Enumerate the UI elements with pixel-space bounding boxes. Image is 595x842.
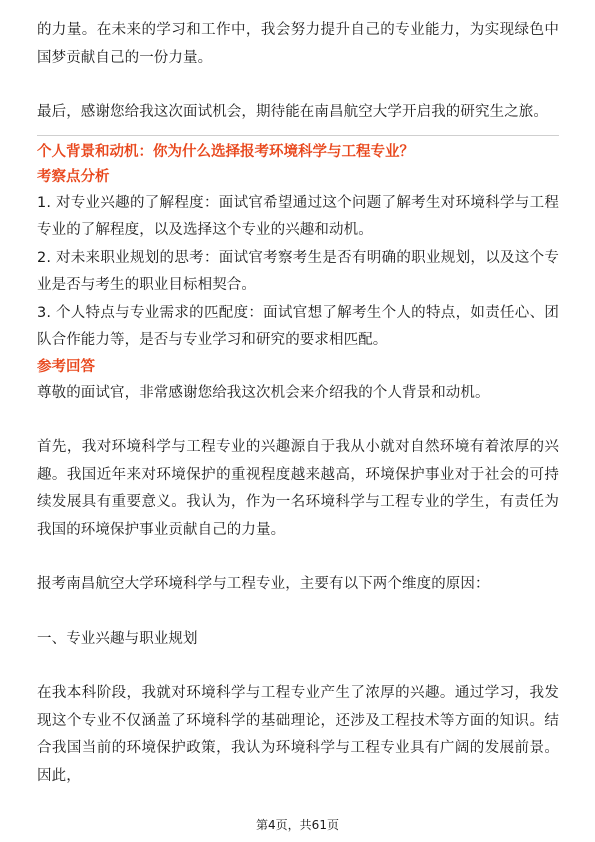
- analysis-heading: 考察点分析: [37, 168, 110, 185]
- paragraph-gap: [37, 544, 559, 571]
- paragraph-gap: [37, 653, 559, 680]
- analysis-item: 2. 对未来职业规划的思考：面试官考察考生是否有明确的职业规划，以及这个专业是否与考生的职业目标相契合。: [37, 249, 559, 293]
- answer-heading: 参考回答: [37, 358, 95, 375]
- page-content: [37, 17, 559, 790]
- subsection-title: 一、专业兴趣与职业规划: [37, 630, 198, 647]
- paragraph-gap: [37, 407, 559, 434]
- answer-paragraph: 在我本科阶段，我就对环境科学与工程专业产生了浓厚的兴趣。通过学习，我发现这个专业不仅涵盖了环境科学的基础理论，还涉及工程技术等方面的知识。结合我国当前的环境保护政策，我认为环境科学与工程专业具有广阔的发展前景。因此，: [37, 685, 559, 784]
- body-paragraph: 最后，感谢您给我这次面试机会，期待能在南昌航空大学开启我的研究生之旅。: [37, 104, 548, 120]
- paragraph-gap: [37, 599, 559, 626]
- paragraph-gap: [37, 72, 559, 99]
- body-paragraph: 的力量。在未来的学习和工作中，我会努力提升自己的专业能力，为实现绿色中国梦贡献自己的一份力量。: [37, 22, 559, 66]
- question-title: 个人背景和动机：你为什么选择报考环境科学与工程专业？: [37, 143, 414, 160]
- analysis-item: 1. 对专业兴趣的了解程度：面试官希望通过这个问题了解考生对环境科学与工程专业的了解程度，以及选择这个专业的兴趣和动机。: [37, 194, 559, 238]
- page-footer: 第4页，共61页: [256, 818, 339, 832]
- answer-paragraph: 首先，我对环境科学与工程专业的兴趣源自于我从小就对自然环境有着浓厚的兴趣。我国近年来对环境保护的重视程度越来越高，环境保护事业对于社会的可持续发展具有重要意义。我认为，作为一名环境科学与工程专业的学生，有责任为我国的环境保护事业贡献自己的力量。: [37, 439, 559, 538]
- analysis-item: 3. 个人特点与专业需求的匹配度：面试官想了解考生个人的特点，如责任心、团队合作能力等，是否与专业学习和研究的要求相匹配。: [37, 304, 559, 348]
- answer-paragraph: 尊敬的面试官，非常感谢您给我这次机会来介绍我的个人背景和动机。: [37, 384, 490, 401]
- section-divider: [37, 135, 559, 136]
- answer-paragraph: 报考南昌航空大学环境科学与工程专业，主要有以下两个维度的原因：: [37, 576, 490, 592]
